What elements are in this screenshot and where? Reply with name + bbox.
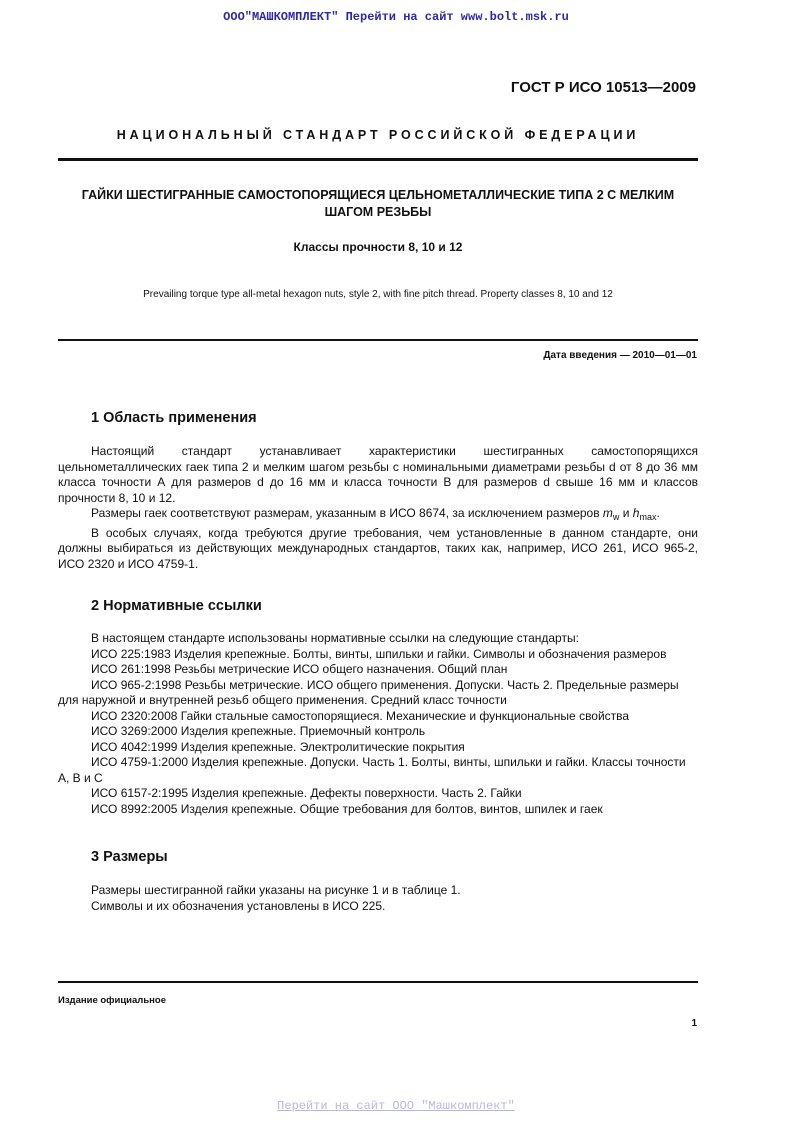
section-1-paragraph-2	[58, 506, 698, 526]
document-title: ГАЙКИ ШЕСТИГРАННЫЕ САМОСТОПОРЯЩИЕСЯ ЦЕЛЬНОМЕТАЛЛИЧЕСКИЕ ТИПА 2 С МЕЛКИМ ШАГОМ РЕЗЬБЫ	[81, 188, 675, 219]
p2-and: и	[619, 506, 633, 520]
bottom-site-link[interactable]: Перейти на сайт ООО "Машкомплект"	[277, 1099, 515, 1113]
p2-end: .	[656, 506, 660, 520]
page-number: 1	[691, 1018, 697, 1029]
section-2-heading: 2 Нормативные ссылки	[91, 598, 262, 614]
national-standard-heading: НАЦИОНАЛЬНЫЙ СТАНДАРТ РОССИЙСКОЙ ФЕДЕРАЦИИ	[116, 128, 640, 142]
reference-item: ИСО 2320:2008 Гайки стальные самостопорящиеся. Механические и функциональные свойства	[91, 708, 630, 723]
normative-references	[58, 631, 698, 817]
section-1-body	[58, 444, 698, 572]
document-subtitle: Классы прочности 8, 10 и 12	[293, 240, 463, 254]
h-subscript: max	[639, 512, 657, 522]
m-symbol: m	[602, 506, 613, 520]
document-code: ГОСТ Р ИСО 10513—2009	[510, 79, 696, 96]
reference-item: ИСО 225:1983 Изделия крепежные. Болты, винты, шпильки и гайки. Символы и обозначения размеров	[91, 646, 667, 661]
reference-item: ИСО 3269:2000 Изделия крепежные. Приемочный контроль	[91, 724, 426, 738]
english-title: Prevailing torque type all-metal hexagon nuts, style 2, with fine pitch thread. Property classes 8, 10 and 12	[143, 289, 613, 300]
section-1-heading: 1 Область применения	[91, 410, 257, 426]
reference-item: ИСО 6157-2:1995 Изделия крепежные. Дефекты поверхности. Часть 2. Гайки	[91, 786, 522, 800]
section-3-line: Символы и их обозначения установлены в ИСО 225.	[91, 898, 386, 913]
official-edition-label: Издание официальное	[58, 995, 166, 1006]
introduction-date: Дата введения — 2010—01—01	[543, 350, 697, 361]
p2-text: Размеры гаек соответствуют размерам, указанным в ИСО 8674, за исключением размеров	[91, 506, 603, 520]
h-symbol: h	[632, 506, 640, 520]
top-site-link[interactable]: ООО"МАШКОМПЛЕКТ" Перейти на сайт www.bolt.msk.ru	[223, 10, 569, 24]
section-3-body	[58, 883, 698, 914]
section-1-paragraph-1: Настоящий стандарт устанавливает характеристики шестигранных самостопорящихся цельнометаллических гаек типа 2 и мелким шагом резьбы с номинальными диаметрами резьбы d от 8 до 36 мм класса точности А для размеров d до 16 мм и класса точности В для размеров d свыше 16 мм и классов прочности 8, 10 и 12.	[58, 444, 698, 505]
reference-item: ИСО 4042:1999 Изделия крепежные. Электролитические покрытия	[91, 739, 465, 754]
references-intro: В настоящем стандарте использованы нормативные ссылки на следующие стандарты:	[91, 631, 579, 645]
section-3-line: Размеры шестигранной гайки указаны на рисунке 1 и в таблице 1.	[91, 883, 461, 897]
reference-item: ИСО 261:1998 Резьбы метрические ИСО общего назначения. Общий план	[91, 662, 508, 676]
section-1-paragraph-3: В особых случаях, когда требуются другие требования, чем установленные в данном стандарте, они должны выбираться из действующих международных стандартов, таких как, например, ИСО 261, ИСО 965-2, ИСО 2320 и ИСО 4759-1.	[58, 525, 698, 571]
title-divider	[58, 339, 698, 341]
reference-item: ИСО 4759-1:2000 Изделия крепежные. Допуски. Часть 1. Болты, винты, шпильки и гайки. Классы точности А, В и С	[58, 755, 686, 785]
reference-item: ИСО 965-2:1998 Резьбы метрические. ИСО общего применения. Допуски. Часть 2. Предельные размеры для наружной и внутренней резьб общего применения. Средний класс точности	[58, 677, 679, 707]
footer-divider	[58, 981, 698, 983]
m-subscript: w	[612, 512, 620, 522]
reference-item: ИСО 8992:2005 Изделия крепежные. Общие требования для болтов, винтов, шпилек и гаек	[91, 801, 603, 816]
section-3-heading: 3 Размеры	[91, 849, 168, 865]
header-divider	[58, 158, 698, 161]
